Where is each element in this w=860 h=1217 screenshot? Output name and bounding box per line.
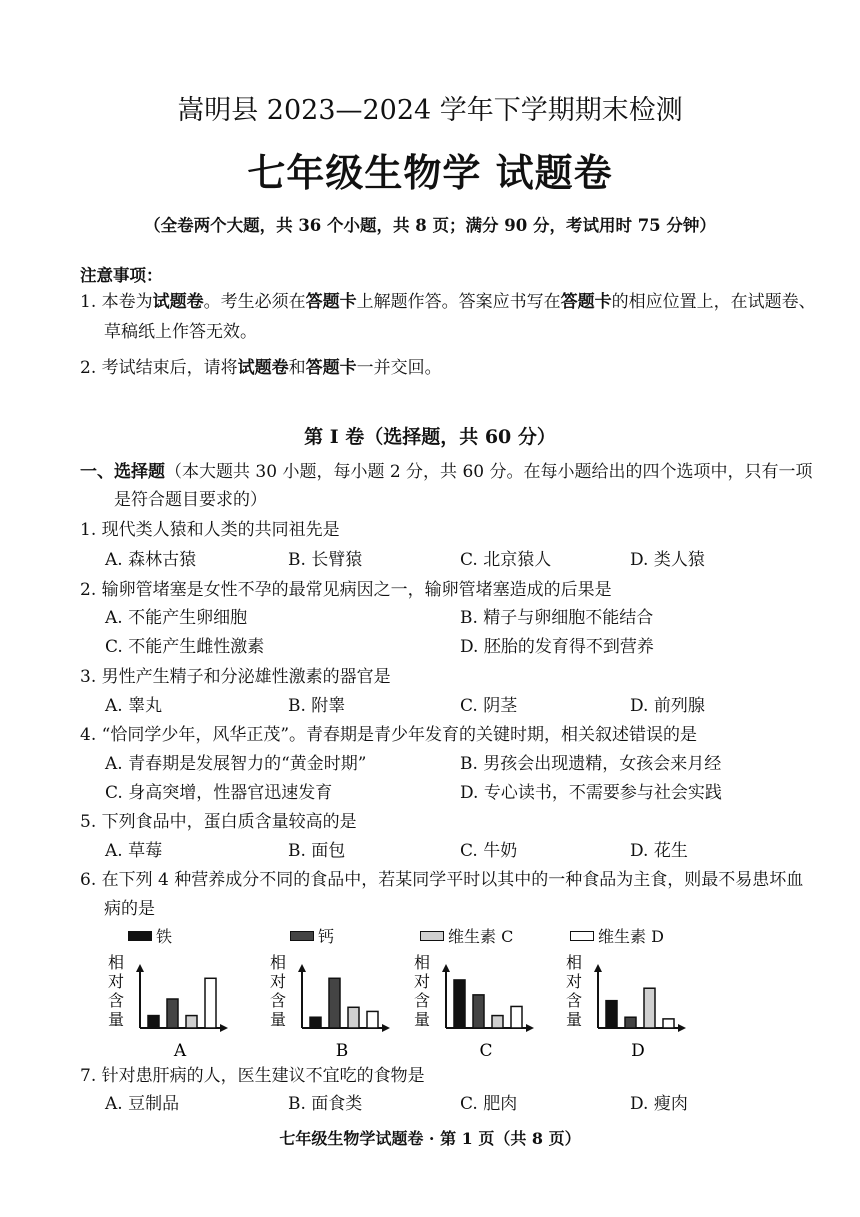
option: D. 胚胎的发育得不到营养 bbox=[460, 637, 654, 657]
question-stem: 6. 在下列 4 种营养成分不同的食品中，若某同学平时以其中的一种食品为主食，则最不易患坏血 bbox=[80, 870, 804, 890]
panel-label: C bbox=[479, 1041, 493, 1061]
panel-label: A bbox=[173, 1041, 187, 1061]
option: B. 长臂猿 bbox=[288, 550, 363, 570]
bar-0-2 bbox=[186, 1016, 197, 1028]
y-axis-arrow bbox=[594, 964, 602, 972]
notice-heading: 注意事项： bbox=[80, 266, 163, 285]
part-description-line2: 是符合题目要求的） bbox=[114, 490, 267, 510]
notice-text: 一并交回。 bbox=[356, 358, 442, 378]
bar-2-2 bbox=[492, 1016, 503, 1028]
legend-item-vitamin-d bbox=[570, 924, 664, 947]
option: C. 不能产生雌性激素 bbox=[105, 637, 265, 657]
bar-1-0 bbox=[310, 1017, 321, 1028]
y-axis-label-char: 量 bbox=[413, 1010, 431, 1029]
option: D. 前列腺 bbox=[630, 696, 705, 716]
legend-item-iron bbox=[128, 924, 172, 947]
notice-item-2 bbox=[80, 356, 442, 380]
notice-item-1-line2: 草稿纸上作答无效。 bbox=[104, 322, 257, 342]
option: A. 不能产生卵细胞 bbox=[105, 608, 248, 628]
part-heading bbox=[80, 460, 813, 484]
x-axis-arrow bbox=[678, 1024, 686, 1032]
legend-swatch bbox=[290, 931, 314, 941]
question-stem: 2. 输卵管堵塞是女性不孕的最常见病因之一，输卵管堵塞造成的后果是 bbox=[80, 580, 612, 600]
y-axis-label-char: 相 bbox=[269, 953, 287, 972]
y-axis-label-char: 相 bbox=[413, 953, 431, 972]
notice-text: 2. 考试结束后，请将 bbox=[80, 358, 238, 378]
page-footer: 七年级生物学试题卷 · 第 1 页（共 8 页） bbox=[279, 1129, 581, 1148]
question-stem: 3. 男性产生精子和分泌雄性激素的器官是 bbox=[80, 667, 391, 687]
y-axis-label-char: 对 bbox=[413, 972, 431, 991]
bar-2-0 bbox=[454, 980, 465, 1028]
question-stem: 4. “恰同学少年，风华正茂”。青春期是青少年发育的关键时期，相关叙述错误的是 bbox=[80, 725, 698, 745]
legend-label: 维生素 C bbox=[448, 927, 514, 946]
y-axis-label-char: 含 bbox=[107, 991, 125, 1010]
x-axis-arrow bbox=[382, 1024, 390, 1032]
option: A. 森林古猿 bbox=[105, 550, 197, 570]
legend-swatch bbox=[570, 931, 594, 941]
notice-item-1 bbox=[80, 290, 816, 314]
y-axis-label-char: 含 bbox=[413, 991, 431, 1010]
section-title: 第 I 卷（选择题，共 60 分） bbox=[304, 426, 556, 448]
question-stem: 5. 下列食品中，蛋白质含量较高的是 bbox=[80, 812, 357, 832]
exam-title-line1: 嵩明县 2023—2024 学年下学期期末检测 bbox=[177, 95, 683, 126]
option: C. 阴茎 bbox=[460, 696, 518, 716]
part-label: 一、选择题 bbox=[80, 462, 165, 482]
option: B. 男孩会出现遗精，女孩会来月经 bbox=[460, 754, 722, 774]
y-axis-label-char: 对 bbox=[107, 972, 125, 991]
bar-3-3 bbox=[663, 1019, 674, 1028]
y-axis-label-char: 量 bbox=[107, 1010, 125, 1029]
bar-1-3 bbox=[367, 1011, 378, 1028]
y-axis-arrow bbox=[136, 964, 144, 972]
bar-1-2 bbox=[348, 1007, 359, 1028]
bar-0-3 bbox=[205, 978, 216, 1028]
bar-3-1 bbox=[625, 1017, 636, 1028]
option: B. 面包 bbox=[288, 841, 346, 861]
x-axis-arrow bbox=[526, 1024, 534, 1032]
option: D. 类人猿 bbox=[630, 550, 705, 570]
option: D. 专心读书，不需要参与社会实践 bbox=[460, 783, 722, 803]
notice-text: 和 bbox=[288, 358, 306, 378]
y-axis-label-char: 相 bbox=[107, 953, 125, 972]
part-description: （本大题共 30 小题，每小题 2 分，共 60 分。在每小题给出的四个选项中，只有一项 bbox=[165, 462, 813, 482]
exam-subtitle: （全卷两个大题，共 36 个小题，共 8 页；满分 90 分，考试用时 75 分钟） bbox=[144, 216, 716, 235]
option: A. 豆制品 bbox=[105, 1094, 180, 1114]
option: B. 精子与卵细胞不能结合 bbox=[460, 608, 654, 628]
notice-text: 上解题作答。答案应书写在 bbox=[356, 292, 561, 312]
y-axis-label-char: 量 bbox=[565, 1010, 583, 1029]
option: A. 睾丸 bbox=[105, 696, 163, 716]
option: B. 附睾 bbox=[288, 696, 346, 716]
y-axis-label-char: 对 bbox=[269, 972, 287, 991]
x-axis-arrow bbox=[220, 1024, 228, 1032]
bar-0-0 bbox=[148, 1016, 159, 1028]
option: A. 草莓 bbox=[105, 841, 163, 861]
option: D. 花生 bbox=[630, 841, 688, 861]
notice-emphasis: 试题卷 bbox=[237, 358, 289, 378]
option: C. 肥肉 bbox=[460, 1094, 518, 1114]
y-axis-arrow bbox=[298, 964, 306, 972]
notice-text: 。考生必须在 bbox=[203, 292, 306, 312]
y-axis-arrow bbox=[442, 964, 450, 972]
question-stem: 7. 针对患肝病的人，医生建议不宜吃的食物是 bbox=[80, 1066, 425, 1086]
notice-text: 的相应位置上，在试题卷、 bbox=[611, 292, 816, 312]
notice-emphasis: 答题卡 bbox=[305, 292, 357, 312]
legend-label: 铁 bbox=[156, 927, 173, 946]
bar-3-0 bbox=[606, 1001, 617, 1028]
option: C. 北京猿人 bbox=[460, 550, 552, 570]
panel-label: B bbox=[335, 1041, 349, 1061]
notice-emphasis: 试题卷 bbox=[152, 292, 204, 312]
y-axis-label-char: 对 bbox=[565, 972, 583, 991]
legend-item-vitamin-c bbox=[420, 924, 513, 947]
bar-2-1 bbox=[473, 995, 484, 1028]
option: C. 牛奶 bbox=[460, 841, 518, 861]
exam-title-line2: 七年级生物学 试题卷 bbox=[247, 150, 613, 195]
y-axis-label-char: 含 bbox=[269, 991, 287, 1010]
notice-emphasis: 答题卡 bbox=[560, 292, 612, 312]
nutrient-bar-charts bbox=[0, 952, 860, 1072]
legend-label: 维生素 D bbox=[598, 927, 664, 946]
bar-0-1 bbox=[167, 999, 178, 1028]
legend-swatch bbox=[128, 931, 152, 941]
legend-label: 钙 bbox=[318, 927, 335, 946]
legend-item-calcium bbox=[290, 924, 334, 947]
panel-label: D bbox=[631, 1041, 645, 1061]
option: D. 瘦肉 bbox=[630, 1094, 688, 1114]
notice-emphasis: 答题卡 bbox=[305, 358, 357, 378]
y-axis-label-char: 相 bbox=[565, 953, 583, 972]
bar-2-3 bbox=[511, 1006, 522, 1028]
bar-3-2 bbox=[644, 988, 655, 1028]
option: C. 身高突增，性器官迅速发育 bbox=[105, 783, 333, 803]
bar-1-1 bbox=[329, 978, 340, 1028]
question-stem-line2: 病的是 bbox=[104, 899, 155, 919]
y-axis-label-char: 量 bbox=[269, 1010, 287, 1029]
notice-text: 1. 本卷为 bbox=[80, 292, 153, 312]
option: B. 面食类 bbox=[288, 1094, 363, 1114]
question-stem: 1. 现代类人猿和人类的共同祖先是 bbox=[80, 520, 340, 540]
option: A. 青春期是发展智力的“黄金时期” bbox=[105, 754, 367, 774]
y-axis-label-char: 含 bbox=[565, 991, 583, 1010]
legend-swatch bbox=[420, 931, 444, 941]
